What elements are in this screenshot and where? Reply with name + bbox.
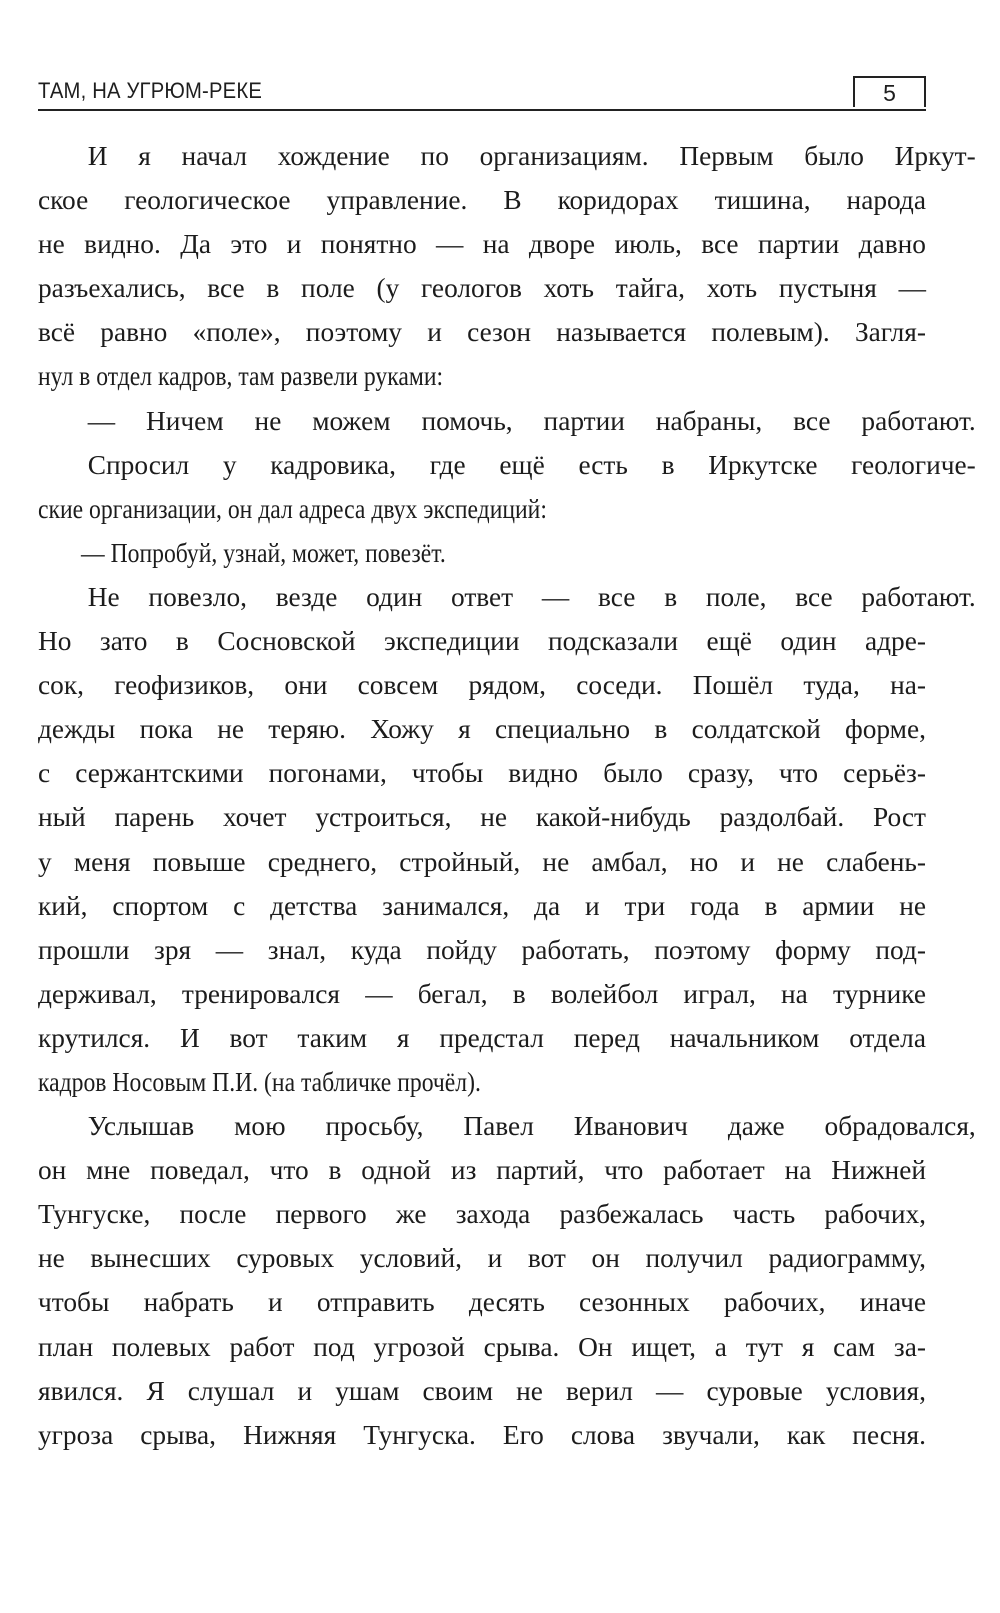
text-line: он мне поведал, что в одной из партий, что работает на Нижней: [38, 1154, 926, 1186]
text-line: у меня повыше среднего, стройный, не амбал, но и не слабень-: [38, 845, 926, 877]
text-line: крутился. И вот таким я предстал перед начальником отдела: [38, 1021, 926, 1053]
text-line: Тунгуске, после первого же захода разбежалась часть рабочих,: [38, 1198, 926, 1230]
text-line: разъехались, все в поле (у геологов хоть тайга, хоть пустыня —: [38, 272, 926, 304]
text-line: сок, геофизиков, они совсем рядом, соседи. Пошёл туда, на-: [38, 669, 926, 701]
text-line: Услышав мою просьбу, Павел Иванович даже обрадовался,: [87, 1110, 976, 1142]
text-line: Не повезло, везде один ответ — все в поле, все работают.: [87, 580, 976, 612]
text-line: — Попробуй, узнай, может, повезёт.: [81, 536, 446, 568]
page-number: 5: [853, 76, 926, 107]
text-line: кадров Носовым П.И. (на табличке прочёл).: [38, 1065, 481, 1097]
text-line: дежды пока не теряю. Хожу я специально в солдатской форме,: [38, 713, 926, 745]
text-line: ские организации, он дал адреса двух экспедиций:: [38, 492, 547, 524]
text-line: нул в отдел кадров, там развели руками:: [38, 360, 444, 392]
text-line: не вынесших суровых условий, и вот он получил радиограмму,: [38, 1242, 926, 1274]
text-line: с сержантскими погонами, чтобы видно было сразу, что серьёз-: [38, 757, 926, 789]
text-body: [38, 134, 976, 1457]
running-title: ТАМ, НА УГРЮМ-РЕКЕ: [38, 78, 263, 103]
text-line: Спросил у кадровика, где ещё есть в Иркутске геологиче-: [87, 448, 976, 480]
text-line: прошли зря — знал, куда пойду работать, поэтому форму под-: [38, 933, 926, 965]
text-line: чтобы набрать и отправить десять сезонных рабочих, иначе: [38, 1286, 926, 1318]
text-line: Но зато в Сосновской экспедиции подсказали ещё один адре-: [38, 625, 926, 657]
text-line: ское геологическое управление. В коридорах тишина, народа: [38, 184, 926, 216]
text-line: держивал, тренировался — бегал, в волейбол играл, на турнике: [38, 977, 926, 1009]
text-line: не видно. Да это и понятно — на дворе июль, все партии давно: [38, 228, 926, 260]
text-line: ный парень хочет устроиться, не какой-нибудь раздолбай. Рост: [38, 801, 926, 833]
text-line: кий, спортом с детства занимался, да и три года в армии не: [38, 889, 926, 921]
text-line: — Ничем не можем помочь, партии набраны, все работают.: [87, 404, 976, 436]
running-head: [38, 72, 926, 111]
text-line: И я начал хождение по организациям. Первым было Иркут-: [87, 140, 976, 171]
text-line: явился. Я слушал и ушам своим не верил — суровые условия,: [38, 1374, 926, 1406]
text-line: план полевых работ под угрозой срыва. Он ищет, а тут я сам за-: [38, 1330, 926, 1362]
text-line: угроза срыва, Нижняя Тунгуска. Его слова звучали, как песня.: [38, 1418, 926, 1450]
text-line: всё равно «поле», поэтому и сезон называется полевым). Загля-: [38, 316, 926, 348]
